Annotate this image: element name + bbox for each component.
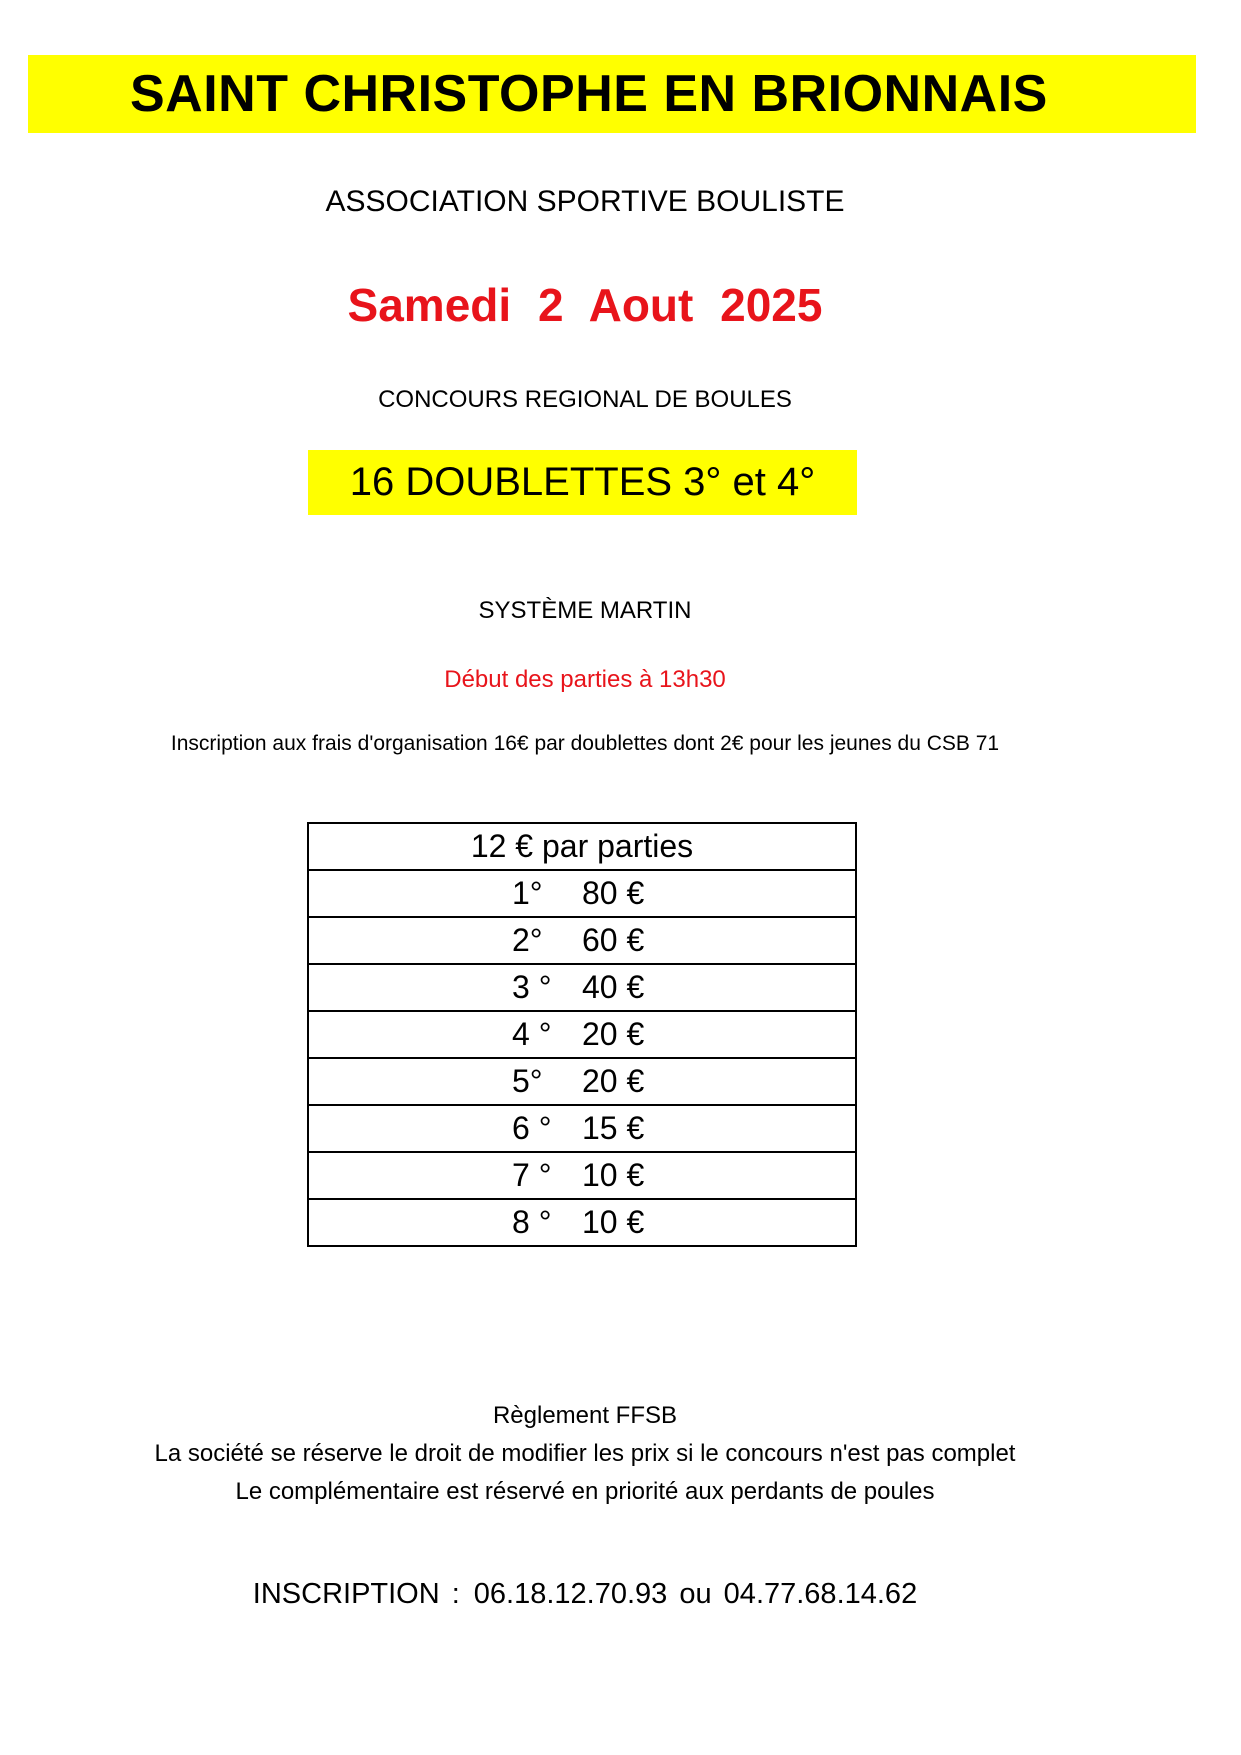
start-time: Début des parties à 13h30 [444,666,726,693]
prize-table-header: 12 € par parties [308,823,856,870]
table-row [308,1058,856,1105]
system-label: SYSTÈME MARTIN [478,597,692,624]
prize-amount: 15 € [582,1110,645,1146]
contact-label: INSCRIPTION : [252,1578,460,1610]
contact-phones: 06.18.12.70.93 ou 04.77.68.14.62 [473,1578,918,1610]
table-row [308,1105,856,1152]
poster-title: SAINT CHRISTOPHE EN BRIONNAIS [130,65,1048,123]
prize-rank: 4 ° [512,1016,552,1052]
prize-amount: 10 € [582,1157,645,1193]
registration-fee: Inscription aux frais d'organisation 16€ par doublettes dont 2€ pour les jeunes du CSB 71 [170,732,1000,755]
format-text: 16 DOUBLETTES 3° et 4° [349,460,816,504]
table-row [308,870,856,917]
prize-rank: 1° [512,875,543,911]
table-row [308,917,856,964]
prize-rank: 8 ° [512,1204,552,1240]
rules-title: Règlement FFSB [492,1402,678,1429]
prize-table [307,822,857,1247]
prize-amount: 80 € [582,875,645,911]
rules-line-1: La société se réserve le droit de modifier les prix si le concours n'est pas complet [154,1440,1016,1467]
title-banner [28,55,1196,133]
prize-amount: 20 € [582,1016,645,1052]
prize-table-header-row [308,823,856,870]
format-banner [308,450,857,515]
prize-rank: 5° [512,1063,543,1099]
rules-line-2: Le complémentaire est réservé en priorité aux perdants de poules [235,1478,935,1505]
table-row [308,1152,856,1199]
prize-amount: 10 € [582,1204,645,1240]
prize-amount: 20 € [582,1063,645,1099]
prize-rank: 3 ° [512,969,552,1005]
prize-rank: 7 ° [512,1157,552,1193]
concours-title: CONCOURS REGIONAL DE BOULES [378,386,792,413]
table-row [308,1199,856,1246]
prize-rank: 2° [512,922,543,958]
table-row [308,964,856,1011]
table-row [308,1011,856,1058]
prize-amount: 40 € [582,969,645,1005]
event-date: Samedi 2 Aout 2025 [347,279,823,331]
contact-line [0,1578,1170,1611]
prize-rank: 6 ° [512,1110,552,1146]
association-name: ASSOCIATION SPORTIVE BOULISTE [325,185,845,218]
prize-amount: 60 € [582,922,645,958]
